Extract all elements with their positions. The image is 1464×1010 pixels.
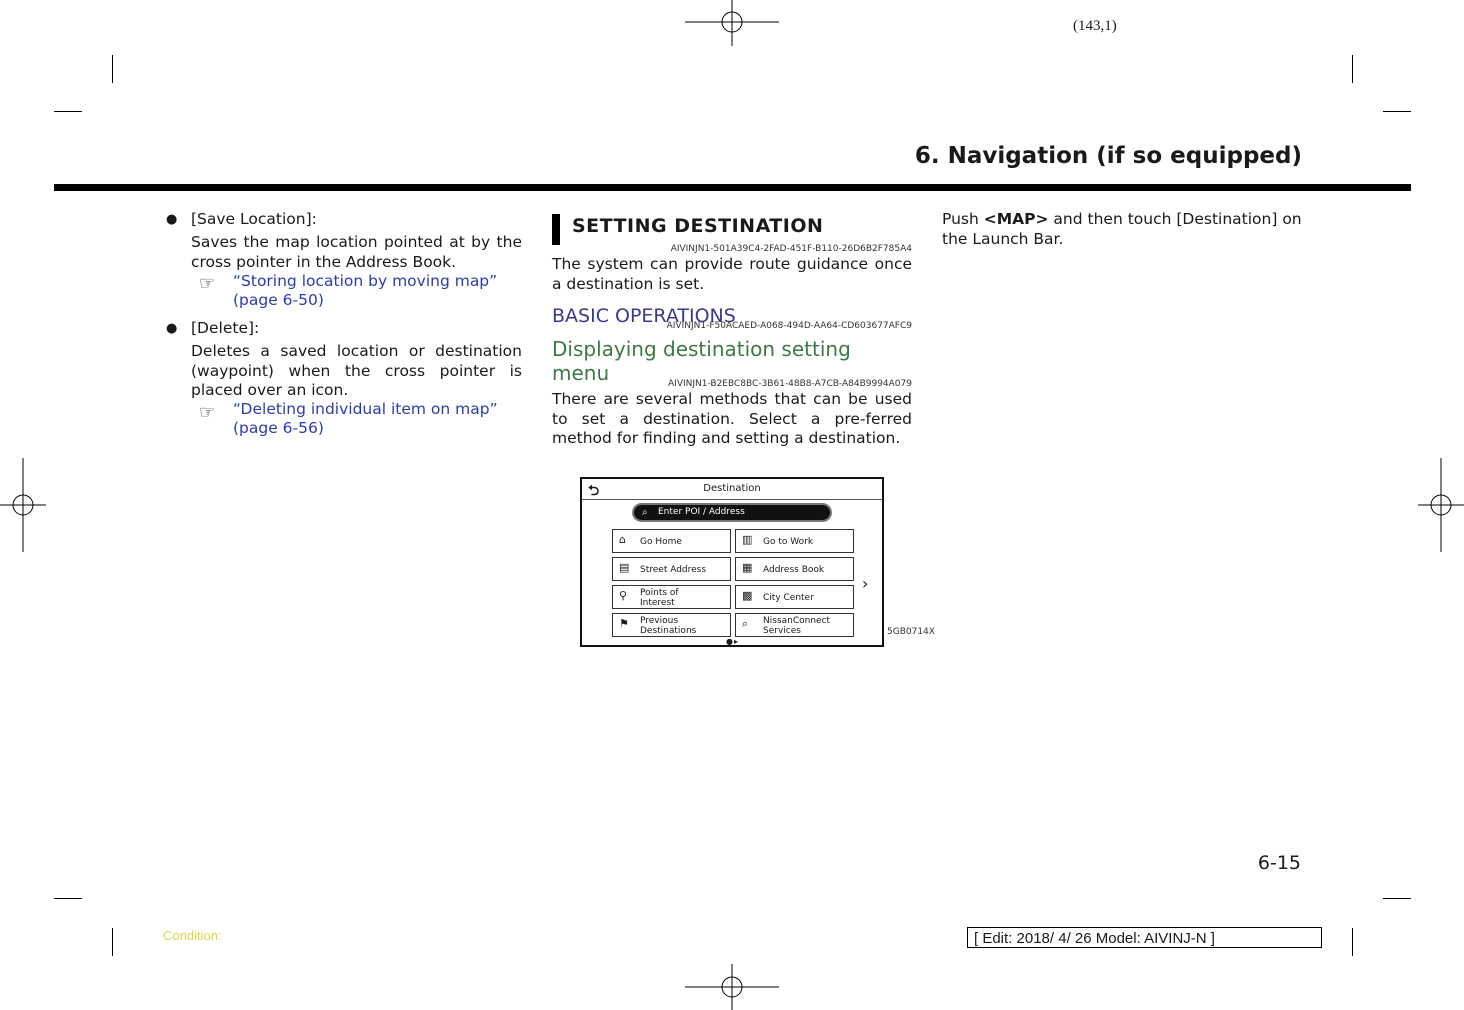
tile-label: City Center (763, 593, 814, 603)
street-icon: ▤ (619, 561, 630, 574)
crop-mark (112, 928, 113, 956)
subsection-title: BASIC OPERATIONS (552, 305, 736, 327)
search-placeholder: Enter POI / Address (658, 507, 745, 517)
building-icon: ▥ (742, 533, 753, 546)
tile-go-to-work[interactable] (735, 529, 854, 553)
tile-label: Points of Interest (640, 588, 679, 608)
topic-text: There are several methods that can be used to set a destination. Select a pre-ferred method for finding and setting a destination. (552, 390, 912, 447)
page-indicator: ●▸ (726, 637, 739, 646)
section-title: SETTING DESTINATION (572, 215, 824, 237)
tile-address-book[interactable] (735, 557, 854, 581)
tile-city-center[interactable] (735, 585, 854, 609)
section-id: AIVINJN1-501A39C4-2FAD-451F-B110-26D6B2F785A4 (670, 244, 912, 254)
bullet-icon: ● (166, 212, 178, 227)
xref-link-deleting-item[interactable]: “Deleting individual item on map” (233, 400, 498, 418)
city-icon: ▩ (742, 589, 753, 602)
item-label-delete: [Delete]: (191, 319, 260, 337)
map-button-name: <MAP> (983, 210, 1049, 228)
bullet-icon: ● (166, 321, 178, 336)
chapter-title: 6. Navigation (if so equipped) (914, 143, 1302, 169)
item-description: Deletes a saved location or destination (waypoint) when the cross pointer is placed over an icon. (191, 342, 522, 399)
search-icon: ⌕ (642, 507, 648, 518)
book-icon: ▦ (742, 561, 753, 574)
crop-mark (112, 55, 113, 83)
instruction-text: Push <MAP> and then touch [Destination] on the Launch Bar. (942, 210, 1302, 248)
registration-mark-top (685, 0, 779, 48)
destination-screen-figure (580, 477, 884, 647)
search-input[interactable] (632, 503, 832, 522)
item-label-save-location: [Save Location]: (191, 210, 317, 228)
crop-mark (1352, 928, 1353, 956)
section-bar (552, 214, 560, 245)
reference-hand-icon: ☞ (199, 402, 216, 423)
condition-label: Condition: (163, 928, 222, 943)
subsection-id: AIVINJN1-F50ACAED-A068-494D-AA64-CD603677AFC9 (666, 321, 912, 331)
tile-street-address[interactable] (612, 557, 731, 581)
crop-mark (54, 898, 82, 899)
topic-title-continued: menu (552, 361, 610, 385)
xref-page[interactable]: (page 6-50) (233, 291, 324, 309)
back-icon[interactable]: ⮌ (588, 483, 600, 499)
tile-label: Street Address (640, 565, 707, 575)
screen-title: Destination (703, 483, 761, 494)
crop-mark (1383, 111, 1411, 112)
search-icon: ⌕ (742, 617, 749, 630)
figure-code: 5GB0714X (887, 627, 935, 637)
tile-label: Address Book (763, 565, 825, 575)
xref-page[interactable]: (page 6-56) (233, 419, 324, 437)
registration-mark-bottom (685, 964, 779, 1010)
home-icon: ⌂ (619, 533, 626, 546)
tile-label: NissanConnect Services (763, 616, 831, 636)
screen-header (582, 479, 882, 500)
tile-go-home[interactable] (612, 529, 731, 553)
tile-label: Go Home (640, 537, 682, 547)
registration-mark-left (0, 458, 48, 552)
tile-points-of-interest[interactable] (612, 585, 731, 609)
xref-link-storing-location[interactable]: “Storing location by moving map” (233, 272, 498, 290)
topic-title: Displaying destination setting (552, 337, 851, 361)
crop-mark (54, 111, 82, 112)
topic-id: AIVINJN1-B2EBC8BC-3B61-48B8-A7CB-A84B9994A079 (668, 379, 912, 389)
flag-icon: ⚑ (619, 617, 629, 630)
header-rule (54, 184, 1411, 191)
page-code: (143,1) (1073, 18, 1117, 34)
pin-icon: ⚲ (619, 589, 628, 602)
tile-nissanconnect-services[interactable] (735, 613, 854, 637)
crop-mark (1352, 55, 1353, 83)
crop-mark (1383, 898, 1411, 899)
next-page-icon[interactable]: › (862, 574, 869, 593)
section-intro: The system can provide route guidance once a destination is set. (552, 255, 912, 293)
item-description: Saves the map location pointed at by the cross pointer in the Address Book. (191, 233, 522, 271)
page-number: 6-15 (1257, 852, 1301, 874)
edit-info-box: [ Edit: 2018/ 4/ 26 Model: AIVINJ-N ] (967, 927, 1322, 948)
tile-previous-destinations[interactable] (612, 613, 731, 637)
tile-label: Previous Destinations (640, 616, 697, 636)
tile-label: Go to Work (763, 537, 814, 547)
reference-hand-icon: ☞ (199, 273, 216, 294)
registration-mark-right (1416, 458, 1464, 552)
